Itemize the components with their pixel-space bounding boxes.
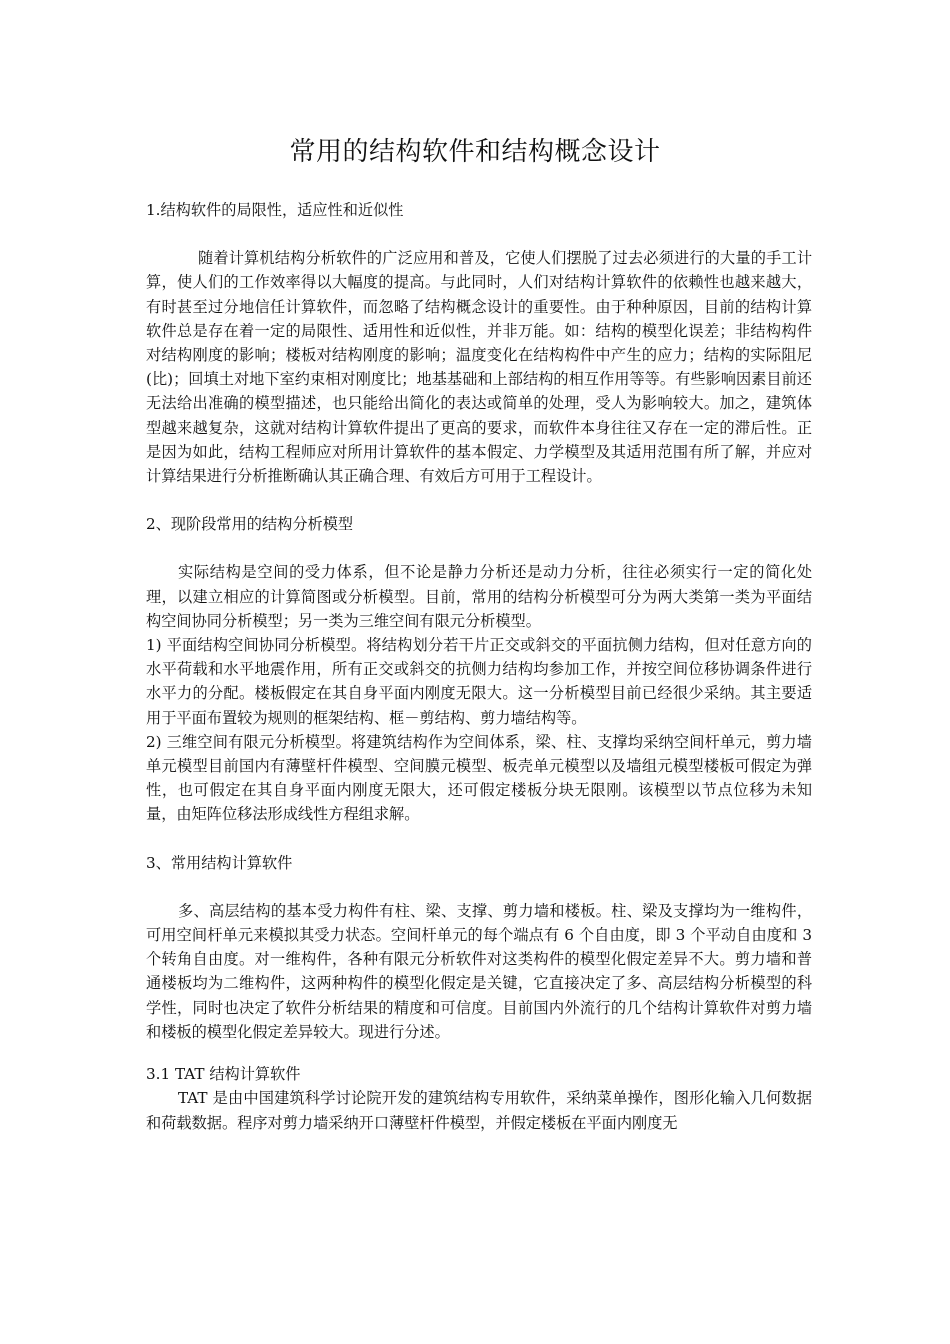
document-body xyxy=(146,198,812,1135)
section-2-list-item-2: 2) 三维空间有限元分析模型。将建筑结构作为空间体系，梁、柱、支撑均采纳空间杆单元，剪力墙单元模型目前国内有薄壁杆件模型、空间膜元模型、板壳单元模型以及墙组元模型楼板可假定为弹性，也可假定在其自身平面内刚度无限大，还可假定楼板分块无限刚。该模型以节点位移为未知量，由矩阵位移法形成线性方程组求解。 xyxy=(146,732,812,824)
section-3-1-heading: 3.1 TAT 结构计算软件 xyxy=(146,1065,301,1084)
section-3-paragraph: 多、高层结构的基本受力构件有柱、梁、支撑、剪力墙和楼板。柱、梁及支撑均为一维构件，可用空间杆单元来模拟其受力状态。空间杆单元的每个端点有 6 个自由度，即 3 个平动自由度和 3 个转角自由度。对一维构件，各种有限元分析软件对这类构件的模型化假定差异不大。剪力墙和普通楼板均为二维构件，这两种构件的模型化假定是关键，它直接决定了多、高层结构分析模型的科学性，同时也决定了软件分析结果的精度和可信度。目前国内外流行的几个结构计算软件对剪力墙和楼板的模型化假定差异较大。现进行分述。 xyxy=(146,901,812,1041)
page-title: 常用的结构软件和结构概念设计 xyxy=(289,137,661,167)
section-3-heading: 3、常用结构计算软件 xyxy=(146,853,293,872)
section-1-paragraph: 随着计算机结构分析软件的广泛应用和普及，它使人们摆脱了过去必须进行的大量的手工计算，使人们的工作效率得以大幅度的提高。与此同时，人们对结构计算软件的依赖性也越来越大，有时甚至过分地信任计算软件，而忽略了结构概念设计的重要性。由于种种原因，目前的结构计算软件总是存在着一定的局限性、适用性和近似性，并非万能。如：结构的模型化误差；非结构构件对结构刚度的影响；楼板对结构刚度的影响；温度变化在结构构件中产生的应力；结构的实际阻尼(比)；回填土对地下室约束相对刚度比；地基基础和上部结构的相互作用等等。有些影响因素目前还无法给出准确的模型描述，也只能给出简化的表达或简单的处理，受人为影响较大。加之，建筑体型越来越复杂，这就对结构计算软件提出了更高的要求，而软件本身往往又存在一定的滞后性。正是因为如此，结构工程师应对所用计算软件的基本假定、力学模型及其适用范围有所了解，并应对计算结果进行分析推断确认其正确合理、有效后方可用于工程设计。 xyxy=(146,249,812,486)
section-2-list-item-1: 1) 平面结构空间协同分析模型。将结构划分若干片正交或斜交的平面抗侧力结构，但对任意方向的水平荷载和水平地震作用，所有正交或斜交的抗侧力结构均参加工作，并按空间位移协调条件进行水平力的分配。楼板假定在其自身平面内刚度无限大。这一分析模型目前已经很少采纳。其主要适用于平面布置较为规则的框架结构、框－剪结构、剪力墙结构等。 xyxy=(146,636,812,727)
section-2-heading: 2、现阶段常用的结构分析模型 xyxy=(146,515,354,534)
section-2-paragraph: 实际结构是空间的受力体系，但不论是静力分析还是动力分析，往往必须实行一定的简化处理，以建立相应的计算简图或分析模型。目前，常用的结构分析模型可分为两大类第一类为平面结构空间协同分析模型；另一类为三维空间有限元分析模型。 xyxy=(146,563,812,630)
section-1-heading: 1.结构软件的局限性，适应性和近似性 xyxy=(146,201,404,219)
section-3-1-paragraph: TAT 是由中国建筑科学讨论院开发的建筑结构专用软件，采纳菜单操作，图形化输入几何数据和荷载数据。程序对剪力墙采纳开口薄壁杆件模型，并假定楼板在平面内刚度无 xyxy=(146,1089,812,1132)
